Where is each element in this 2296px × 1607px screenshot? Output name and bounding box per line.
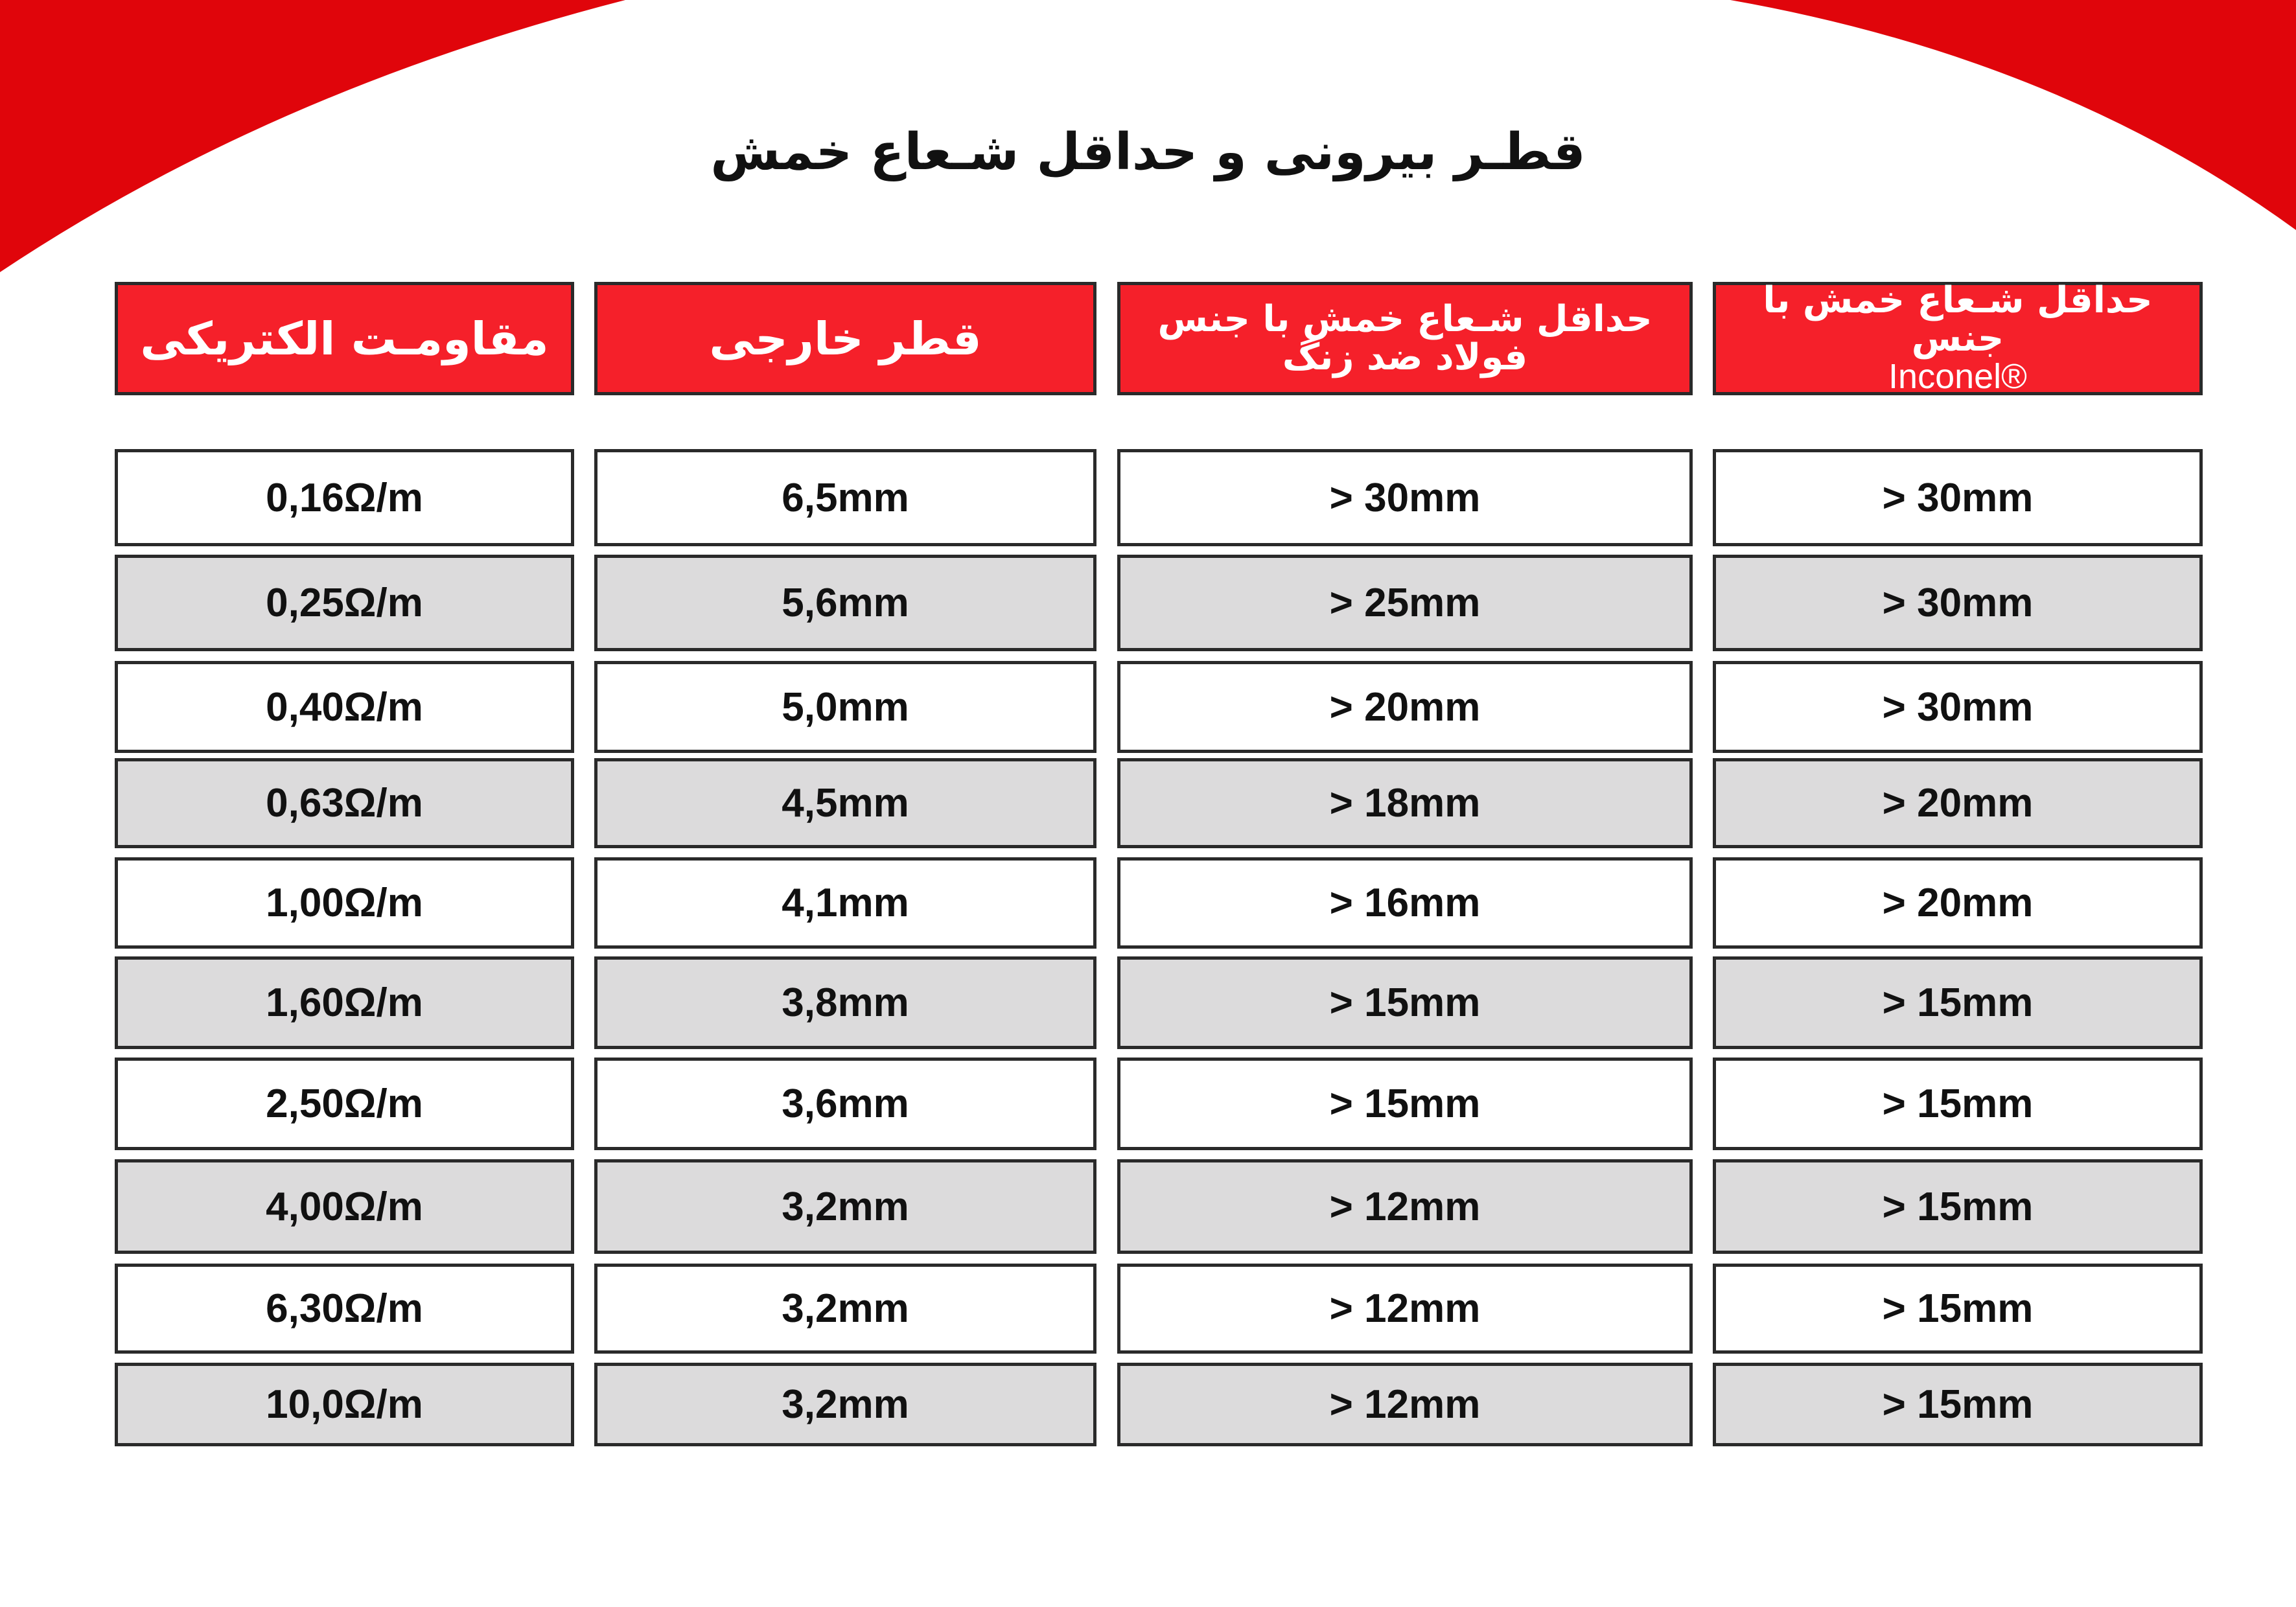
red-swoosh-right — [1730, 0, 2296, 230]
header-resistance — [115, 282, 574, 395]
row-7-outer-diameter: 3,6mm — [594, 1058, 1096, 1150]
row-10-outer-diameter: 3,2mm — [594, 1363, 1096, 1446]
row-5-bend-stainless: > 16mm — [1117, 857, 1693, 949]
row-1-outer-diameter: 6,5mm — [594, 449, 1096, 546]
row-2-outer-diameter: 5,6mm — [594, 555, 1096, 651]
row-3-outer-diameter: 5,0mm — [594, 661, 1096, 753]
row-8-outer-diameter: 3,2mm — [594, 1159, 1096, 1254]
row-1-bend-stainless: > 30mm — [1117, 449, 1693, 546]
row-9-bend-stainless: > 12mm — [1117, 1264, 1693, 1354]
row-10-bend-inconel: > 15mm — [1713, 1363, 2203, 1446]
row-7-bend-inconel: > 15mm — [1713, 1058, 2203, 1150]
header-outer-diameter — [594, 282, 1096, 395]
row-1-resistance: 0,16Ω/m — [115, 449, 574, 546]
row-8-bend-inconel: > 15mm — [1713, 1159, 2203, 1254]
row-8-bend-stainless: > 12mm — [1117, 1159, 1693, 1254]
row-2-resistance: 0,25Ω/m — [115, 555, 574, 651]
row-2-bend-stainless: > 25mm — [1117, 555, 1693, 651]
row-10-resistance: 10,0Ω/m — [115, 1363, 574, 1446]
row-9-outer-diameter: 3,2mm — [594, 1264, 1096, 1354]
header-resistance-label: مقاومـت الکتریکی — [140, 312, 549, 365]
row-6-bend-stainless: > 15mm — [1117, 956, 1693, 1049]
header-bend-stainless-line1: حداقل شـعاع خمش با جنس — [1157, 297, 1652, 340]
row-9-bend-inconel: > 15mm — [1713, 1264, 2203, 1354]
row-2-bend-inconel: > 30mm — [1713, 555, 2203, 651]
row-6-outer-diameter: 3,8mm — [594, 956, 1096, 1049]
row-6-resistance: 1,60Ω/m — [115, 956, 574, 1049]
row-7-bend-stainless: > 15mm — [1117, 1058, 1693, 1150]
row-5-outer-diameter: 4,1mm — [594, 857, 1096, 949]
header-bend-inconel-line2: Inconel® — [1888, 356, 2027, 396]
header-bend-inconel-line1: حداقل شـعاع خمش با جنس — [1763, 279, 2153, 360]
header-outer-diameter-label: قطر خارجی — [709, 312, 982, 365]
row-3-bend-stainless: > 20mm — [1117, 661, 1693, 753]
row-5-resistance: 1,00Ω/m — [115, 857, 574, 949]
row-8-resistance: 4,00Ω/m — [115, 1159, 574, 1254]
header-bend-inconel — [1713, 279, 2203, 396]
row-7-resistance: 2,50Ω/m — [115, 1058, 574, 1150]
header-bend-stainless — [1117, 282, 1693, 395]
row-6-bend-inconel: > 15mm — [1713, 956, 2203, 1049]
row-3-resistance: 0,40Ω/m — [115, 661, 574, 753]
row-1-bend-inconel: > 30mm — [1713, 449, 2203, 546]
row-9-resistance: 6,30Ω/m — [115, 1264, 574, 1354]
row-5-bend-inconel: > 20mm — [1713, 857, 2203, 949]
row-10-bend-stainless: > 12mm — [1117, 1363, 1693, 1446]
row-4-bend-inconel: > 20mm — [1713, 758, 2203, 848]
row-3-bend-inconel: > 30mm — [1713, 661, 2203, 753]
row-4-outer-diameter: 4,5mm — [594, 758, 1096, 848]
row-4-resistance: 0,63Ω/m — [115, 758, 574, 848]
page-title: قطـر بیرونی و حداقل شـعاع خمش — [710, 123, 1586, 181]
row-4-bend-stainless: > 18mm — [1117, 758, 1693, 848]
header-bend-stainless-line2: فولاد ضد زنگ — [1282, 336, 1528, 378]
